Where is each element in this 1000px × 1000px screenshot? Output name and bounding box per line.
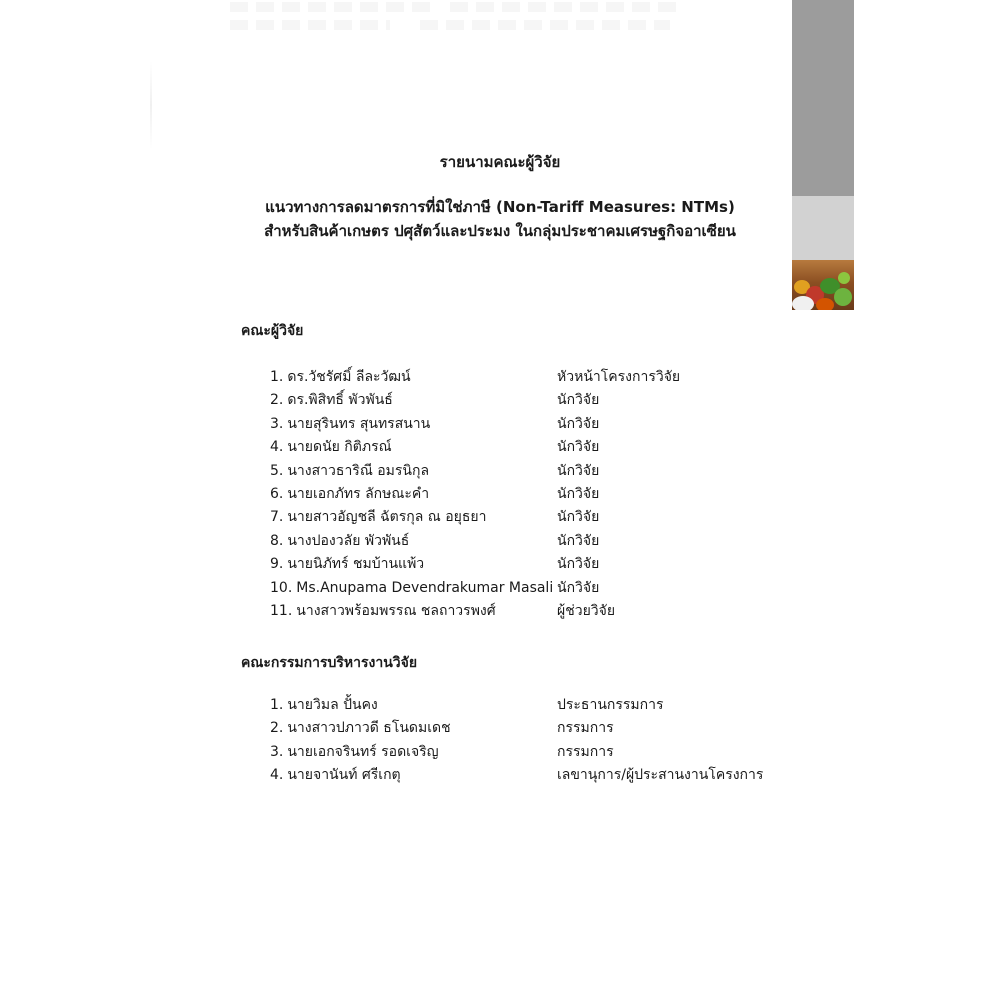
bleed-through-text (230, 2, 430, 12)
member-role: นักวิจัย (557, 439, 600, 456)
member-name: นายเอกภัทร ลักษณะคำ (287, 485, 430, 502)
member-number: 10. (270, 579, 293, 596)
member-role: ผู้ช่วยวิจัย (557, 602, 616, 619)
researchers-heading: คณะผู้วิจัย (241, 323, 304, 339)
member-name: นายสุรินทร สุนทรสนาน (287, 415, 431, 432)
committee-row (270, 694, 664, 717)
researcher-row (270, 553, 600, 576)
member-role: นักวิจัย (557, 532, 600, 549)
researcher-row (270, 413, 600, 436)
committee-row (270, 717, 614, 740)
member-number: 3. (270, 415, 284, 432)
member-number: 11. (270, 602, 293, 619)
member-number: 4. (270, 439, 284, 456)
member-name: Ms.Anupama Devendrakumar Masali (296, 579, 554, 596)
vegetables-photo (792, 260, 854, 310)
researcher-row (270, 436, 600, 459)
researcher-row (270, 600, 616, 623)
member-number: 1. (270, 697, 284, 713)
member-name: นายนิภัทร์ ชมบ้านแพ้ว (287, 556, 425, 573)
member-number: 9. (270, 556, 284, 573)
member-role: นักวิจัย (557, 556, 600, 573)
project-title-line-1: แนวทางการลดมาตรการที่มิใช่ภาษี (Non-Tariff Measures: NTMs) (265, 198, 735, 216)
member-role: กรรมการ (557, 720, 614, 737)
member-role: หัวหน้าโครงการวิจัย (557, 369, 681, 385)
member-number: 8. (270, 532, 284, 549)
member-role: นักวิจัย (557, 415, 600, 432)
committee-heading: คณะกรรมการบริหารงานวิจัย (241, 655, 418, 671)
member-role: ประธานกรรมการ (557, 697, 664, 713)
member-number: 2. (270, 720, 284, 737)
member-role: นักวิจัย (557, 462, 600, 479)
member-name: นายจานันท์ ศรีเกตุ (287, 767, 401, 784)
researcher-row (270, 577, 600, 600)
member-role: นักวิจัย (557, 509, 600, 526)
member-name: นายวิมล ปั้นคง (287, 697, 378, 713)
committee-row (270, 764, 764, 787)
member-name: นางปองวลัย พัวพันธ์ (287, 532, 410, 549)
member-role: กรรมการ (557, 743, 614, 760)
committee-row (270, 741, 614, 764)
member-role: นักวิจัย (557, 579, 600, 596)
document-title: รายนามคณะผู้วิจัย (439, 153, 561, 171)
member-number: 4. (270, 767, 284, 784)
member-number: 1. (270, 369, 284, 385)
member-role: เลขานุการ/ผู้ประสานงานโครงการ (557, 767, 764, 784)
member-number: 3. (270, 743, 284, 760)
bleed-through-text (420, 20, 670, 30)
member-number: 7. (270, 509, 284, 526)
member-role: นักวิจัย (557, 485, 600, 502)
member-name: นางสาวปภาวดี ธโนดมเดช (287, 720, 451, 737)
member-name: ดร.วัชรัศมิ์ ลีละวัฒน์ (287, 369, 411, 385)
page-shadow (150, 60, 152, 150)
member-name: ดร.พิสิทธิ์ พัวพันธ์ (287, 392, 393, 409)
committee-list (270, 694, 764, 788)
researcher-row (270, 483, 600, 506)
member-name: นายสาวอัญชลี ฉัตรกุล ณ อยุธยา (287, 509, 487, 526)
member-name: นายดนัย กิติภรณ์ (287, 439, 392, 456)
researcher-row (270, 460, 600, 483)
researcher-row (270, 530, 600, 553)
researcher-row (270, 366, 681, 389)
member-name: นายเอกจรินทร์ รอดเจริญ (287, 743, 439, 760)
project-title-line-2: สำหรับสินค้าเกษตร ปศุสัตว์และประมง ในกลุ่มประชาคมเศรษฐกิจอาเซียน (264, 222, 736, 240)
researcher-row (270, 389, 600, 412)
researchers-list (270, 366, 681, 623)
bleed-through-text (450, 2, 680, 12)
member-name: นางสาวพร้อมพรรณ ชลถาวรพงศ์ (296, 602, 496, 619)
member-role: นักวิจัย (557, 392, 600, 409)
researcher-row (270, 506, 600, 529)
bleed-through-text (230, 20, 390, 30)
member-number: 6. (270, 485, 284, 502)
member-number: 5. (270, 462, 284, 479)
member-number: 2. (270, 392, 284, 409)
member-name: นางสาวธาริณี อมรนิกุล (287, 462, 430, 479)
